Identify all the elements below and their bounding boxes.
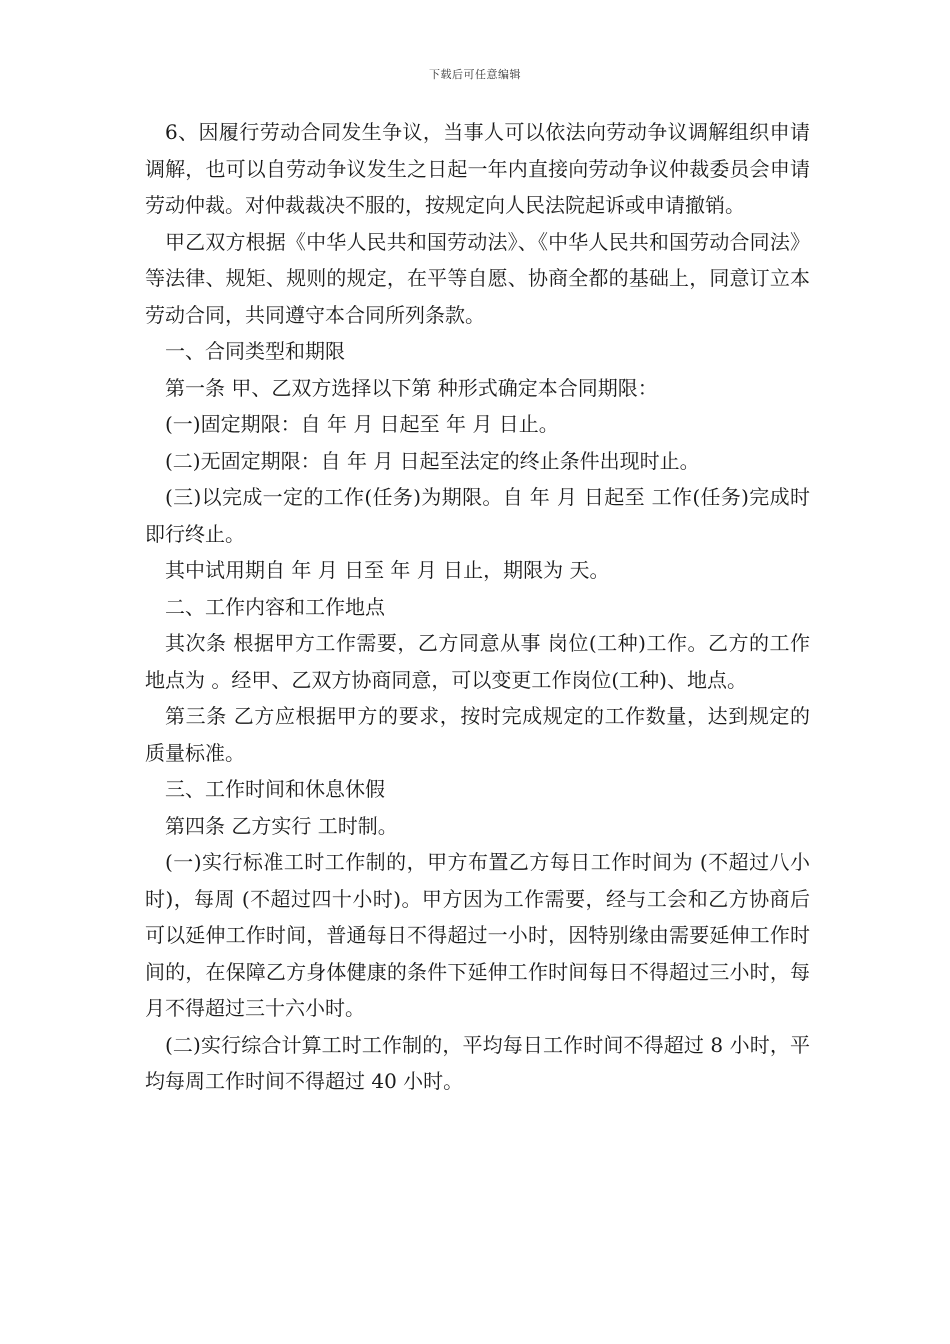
section-heading-working-hours: 三、工作时间和休息休假 — [165, 777, 385, 801]
page-header: 下载后可任意编辑 — [429, 68, 521, 81]
section-heading-contract-type: 一、合同类型和期限 — [165, 339, 345, 363]
article-2: 其次条 根据甲方工作需要，乙方同意从事 岗位(工种)工作。乙方的工作地点为 。经甲、乙双方协商同意，可以变更工作岗位(工种)、地点。 — [145, 631, 810, 692]
article-1-option-task-term: (三)以完成一定的工作(任务)为期限。自 年 月 日起至 工作(任务)完成时即行终止。 — [145, 485, 810, 546]
probation-period: 其中试用期自 年 月 日至 年 月 日止，期限为 天。 — [165, 558, 610, 582]
paragraph-preamble: 甲乙双方根据《中华人民共和国劳动法》、《中华人民共和国劳动合同法》等法律、规矩、规则的规定，在平等自愿、协商全都的基础上，同意订立本劳动合同，共同遵守本合同所列条款。 — [145, 229, 810, 327]
article-1-option-open-term: (二)无固定期限：自 年 月 日起至法定的终止条件出现时止。 — [165, 448, 700, 473]
document-body — [145, 114, 810, 1100]
article-4-comprehensive-hours: (二)实行综合计算工时工作制的，平均每日工作时间不得超过 8 小时，平均每周工作时间不得超过 40 小时。 — [145, 1032, 810, 1093]
article-1: 第一条 甲、乙双方选择以下第 种形式确定本合同期限： — [165, 375, 658, 400]
article-3: 第三条 乙方应根据甲方的要求，按时完成规定的工作数量，达到规定的质量标准。 — [145, 704, 810, 765]
paragraph-dispute-resolution: 6、因履行劳动合同发生争议，当事人可以依法向劳动争议调解组织申请调解，也可以自劳动争议发生之日起一年内直接向劳动争议仲裁委员会申请劳动仲裁。对仲裁裁决不服的，按规定向人民法院起诉或申请撤销。 — [145, 120, 810, 217]
section-heading-work-content: 二、工作内容和工作地点 — [165, 594, 385, 619]
article-4: 第四条 乙方实行 工时制。 — [165, 813, 398, 838]
article-1-option-fixed-term: (一)固定期限：自 年 月 日起至 年 月 日止。 — [165, 412, 559, 436]
article-4-standard-hours: (一)实行标准工时工作制的，甲方布置乙方每日工作时间为 (不超过八小时)，每周 (不超过四十小时)。甲方因为工作需要，经与工会和乙方协商后可以延伸工作时间，普通每日不得超过一小时，因特别缘由需要延伸工作时间的，在保障乙方身体健康的条件下延伸工作时间每日不得超过三小时，每月不得超过三十六小时。 — [145, 850, 810, 1020]
